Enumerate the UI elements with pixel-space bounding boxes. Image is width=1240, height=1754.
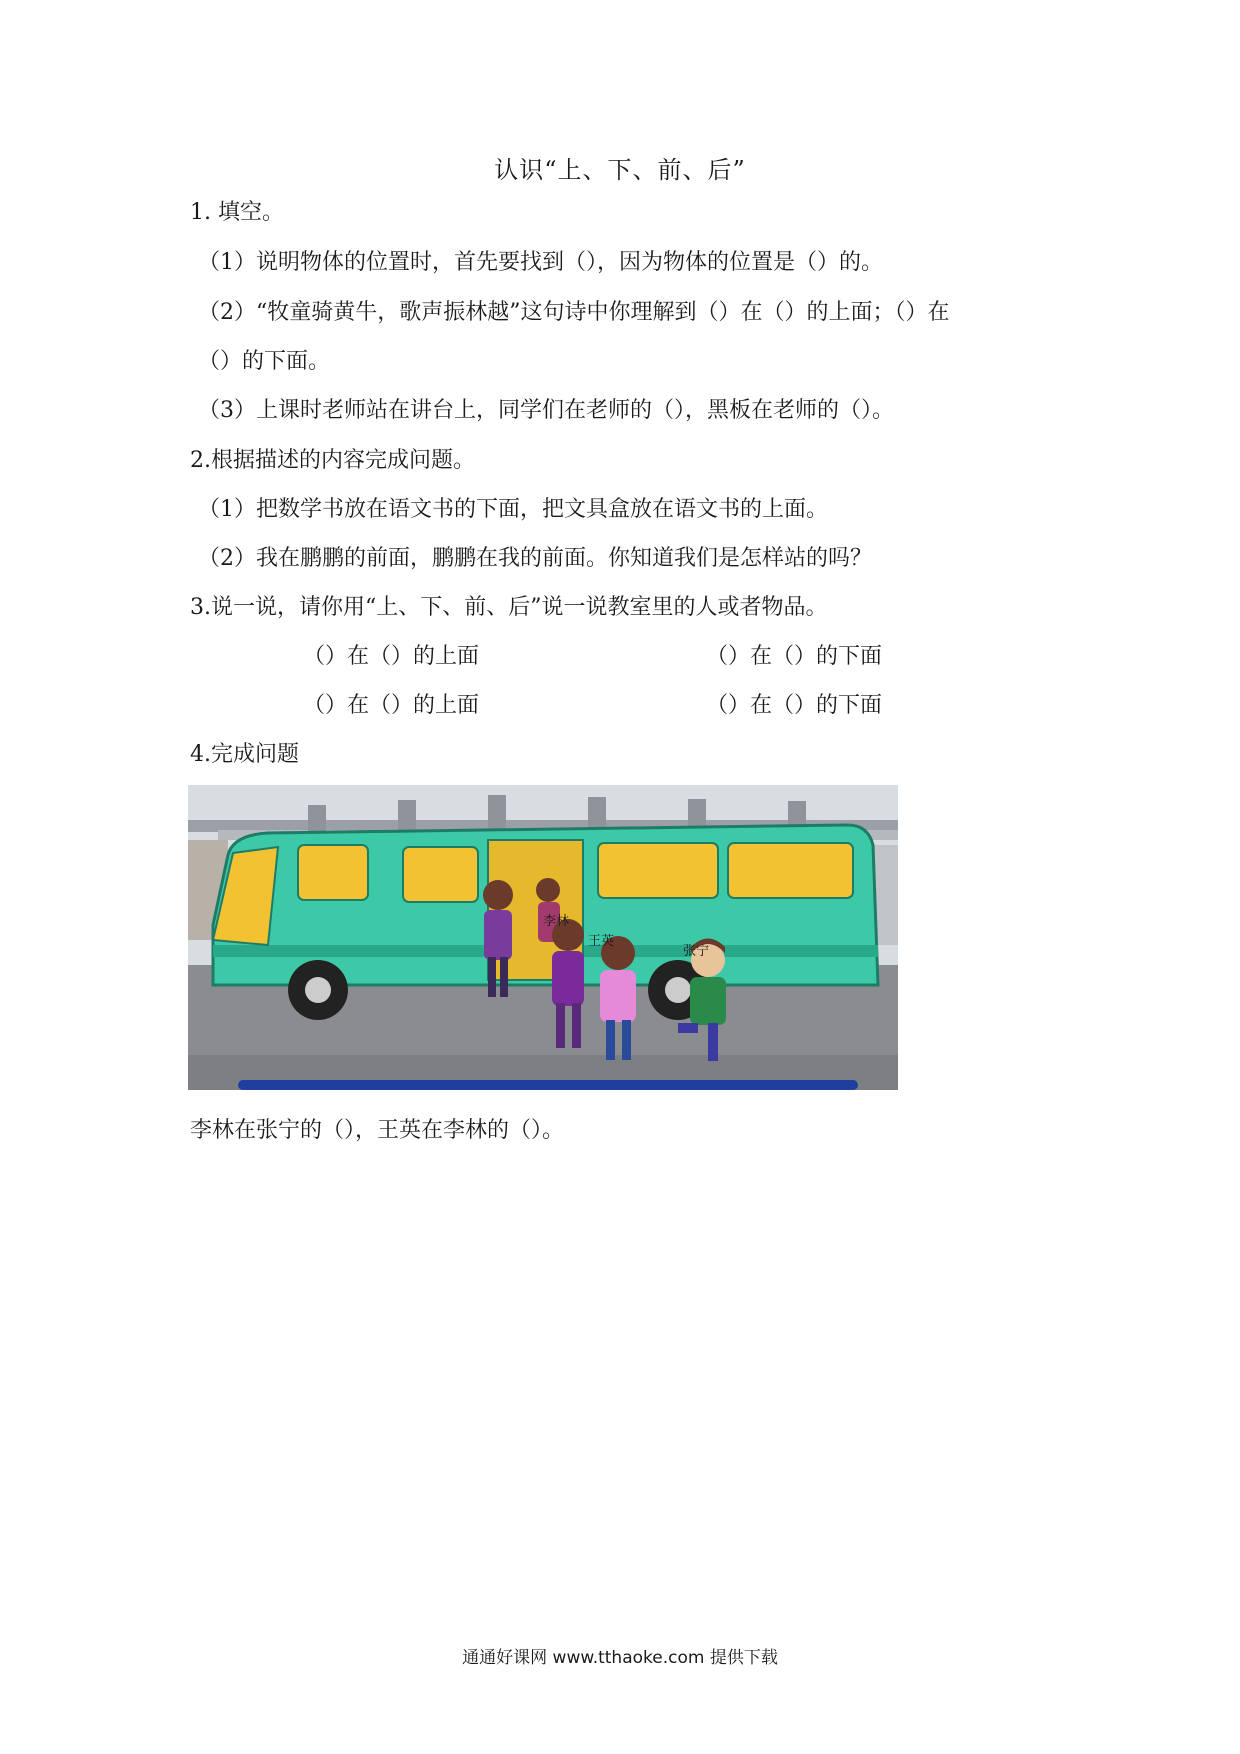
q2-item-2: （2）我在鹏鹏的前面，鹏鹏在我的前面。你知道我们是怎样站的吗？ bbox=[198, 546, 872, 571]
page-title: 认识“上、下、前、后” bbox=[494, 156, 746, 184]
q4-answer-line: 李林在张宁的（），王英在李林的（）。 bbox=[190, 1118, 565, 1143]
q2-heading: 2.根据描述的内容完成问题。 bbox=[190, 448, 475, 473]
label-zhang-ning: 张宁 bbox=[683, 944, 710, 959]
footer-credit: 通通好课网 www.tthaoke.com 提供下载 bbox=[462, 1648, 778, 1668]
q3-blank-1: （）在（）的上面 bbox=[303, 644, 480, 669]
q1-heading: 1. 填空。 bbox=[190, 200, 284, 225]
q2-item-1: （1）把数学书放在语文书的下面，把文具盒放在语文书的上面。 bbox=[198, 497, 828, 522]
q1-item-1: （1）说明物体的位置时，首先要找到（），因为物体的位置是（）的。 bbox=[198, 250, 883, 275]
label-li-lin: 李林 bbox=[543, 914, 570, 929]
q3-blank-3: （）在（）的上面 bbox=[303, 693, 480, 718]
label-wang-ying: 王英 bbox=[588, 934, 615, 949]
q3-blank-4: （）在（）的下面 bbox=[706, 693, 883, 718]
q4-heading: 4.完成问题 bbox=[190, 742, 299, 767]
bus-illustration bbox=[188, 785, 898, 1090]
q1-item-2a: （2）“牧童骑黄牛，歌声振林越”这句诗中你理解到（）在（）的上面；（）在 bbox=[198, 300, 950, 325]
q3-heading: 3.说一说，请你用“上、下、前、后”说一说教室里的人或者物品。 bbox=[190, 595, 828, 620]
q1-item-2b: （）的下面。 bbox=[198, 349, 331, 374]
q1-item-3: （3）上课时老师站在讲台上，同学们在老师的（），黑板在老师的（）。 bbox=[198, 398, 894, 423]
q3-blank-2: （）在（）的下面 bbox=[706, 644, 883, 669]
